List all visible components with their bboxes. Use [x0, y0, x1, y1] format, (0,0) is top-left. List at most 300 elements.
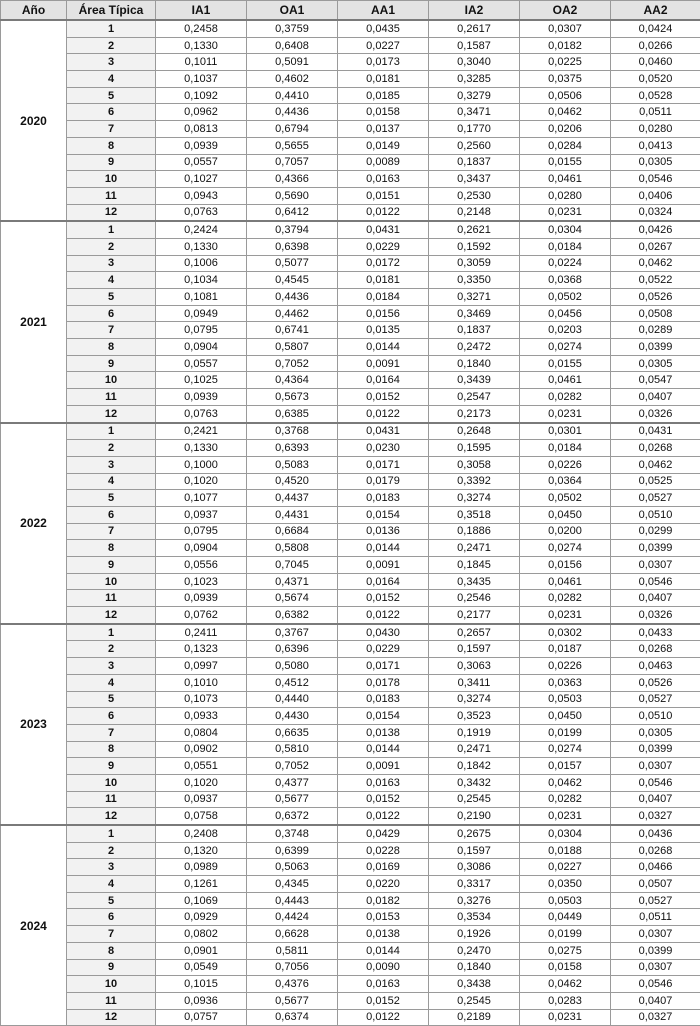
aa2-cell: 0,0305 [611, 154, 700, 171]
aa1-cell: 0,0122 [338, 1009, 429, 1026]
area-cell: 3 [67, 54, 156, 71]
ia1-cell: 0,1330 [156, 37, 247, 54]
area-cell: 3 [67, 456, 156, 473]
table-row [1, 624, 700, 641]
ia1-cell: 0,0795 [156, 523, 247, 540]
ia2-cell: 0,2675 [429, 825, 520, 842]
oa1-cell: 0,6385 [247, 405, 338, 422]
area-cell: 7 [67, 523, 156, 540]
aa1-cell: 0,0091 [338, 355, 429, 372]
year-cell: 2024 [1, 825, 67, 1026]
ia2-cell: 0,2621 [429, 221, 520, 238]
ia2-cell: 0,2560 [429, 137, 520, 154]
oa2-cell: 0,0199 [520, 926, 611, 943]
oa2-cell: 0,0462 [520, 976, 611, 993]
table-row [1, 724, 700, 741]
table-row [1, 204, 700, 221]
oa2-cell: 0,0363 [520, 674, 611, 691]
area-cell: 7 [67, 926, 156, 943]
aa1-cell: 0,0152 [338, 389, 429, 406]
table-row [1, 808, 700, 825]
aa2-cell: 0,0510 [611, 708, 700, 725]
ia1-cell: 0,0758 [156, 808, 247, 825]
ia2-cell: 0,2530 [429, 187, 520, 204]
header-area: Área Típica [67, 1, 156, 21]
oa2-cell: 0,0155 [520, 355, 611, 372]
area-cell: 10 [67, 774, 156, 791]
oa2-cell: 0,0502 [520, 289, 611, 306]
table-row [1, 121, 700, 138]
ia1-cell: 0,0933 [156, 708, 247, 725]
area-cell: 10 [67, 171, 156, 188]
oa2-cell: 0,0456 [520, 305, 611, 322]
oa2-cell: 0,0283 [520, 992, 611, 1009]
ia1-cell: 0,2424 [156, 221, 247, 238]
aa1-cell: 0,0429 [338, 825, 429, 842]
area-cell: 1 [67, 221, 156, 238]
oa2-cell: 0,0304 [520, 221, 611, 238]
table-row [1, 1009, 700, 1026]
ia2-cell: 0,3435 [429, 573, 520, 590]
header-oa2: OA2 [520, 1, 611, 21]
oa2-cell: 0,0184 [520, 440, 611, 457]
oa1-cell: 0,4431 [247, 506, 338, 523]
oa2-cell: 0,0506 [520, 87, 611, 104]
oa1-cell: 0,5677 [247, 992, 338, 1009]
oa1-cell: 0,3794 [247, 221, 338, 238]
ia1-cell: 0,2458 [156, 20, 247, 37]
aa2-cell: 0,0510 [611, 506, 700, 523]
area-cell: 2 [67, 238, 156, 255]
aa2-cell: 0,0436 [611, 825, 700, 842]
oa2-cell: 0,0304 [520, 825, 611, 842]
table-row [1, 423, 700, 440]
ia2-cell: 0,2545 [429, 992, 520, 1009]
ia2-cell: 0,3438 [429, 976, 520, 993]
aa1-cell: 0,0152 [338, 791, 429, 808]
aa2-cell: 0,0327 [611, 808, 700, 825]
header-aa2: AA2 [611, 1, 700, 21]
area-cell: 1 [67, 20, 156, 37]
aa1-cell: 0,0138 [338, 926, 429, 943]
oa1-cell: 0,5655 [247, 137, 338, 154]
aa1-cell: 0,0169 [338, 859, 429, 876]
aa2-cell: 0,0546 [611, 976, 700, 993]
table-row [1, 104, 700, 121]
ia1-cell: 0,1006 [156, 255, 247, 272]
table-header [1, 1, 700, 21]
aa1-cell: 0,0122 [338, 405, 429, 422]
aa2-cell: 0,0463 [611, 658, 700, 675]
table-row [1, 171, 700, 188]
table-row [1, 305, 700, 322]
aa2-cell: 0,0407 [611, 389, 700, 406]
area-cell: 1 [67, 423, 156, 440]
table-row [1, 523, 700, 540]
ia1-cell: 0,2408 [156, 825, 247, 842]
ia2-cell: 0,3274 [429, 490, 520, 507]
area-cell: 4 [67, 876, 156, 893]
ia1-cell: 0,1011 [156, 54, 247, 71]
oa2-cell: 0,0274 [520, 540, 611, 557]
oa2-cell: 0,0231 [520, 808, 611, 825]
area-cell: 5 [67, 892, 156, 909]
area-cell: 10 [67, 976, 156, 993]
aa1-cell: 0,0230 [338, 440, 429, 457]
oa1-cell: 0,5077 [247, 255, 338, 272]
ia2-cell: 0,3285 [429, 71, 520, 88]
area-cell: 3 [67, 658, 156, 675]
aa2-cell: 0,0527 [611, 691, 700, 708]
aa2-cell: 0,0511 [611, 909, 700, 926]
ia1-cell: 0,0549 [156, 959, 247, 976]
aa1-cell: 0,0181 [338, 71, 429, 88]
aa1-cell: 0,0151 [338, 187, 429, 204]
oa2-cell: 0,0231 [520, 607, 611, 624]
oa2-cell: 0,0231 [520, 1009, 611, 1026]
ia1-cell: 0,1027 [156, 171, 247, 188]
oa1-cell: 0,4443 [247, 892, 338, 909]
oa2-cell: 0,0282 [520, 389, 611, 406]
ia1-cell: 0,1023 [156, 573, 247, 590]
ia2-cell: 0,1840 [429, 355, 520, 372]
aa1-cell: 0,0163 [338, 774, 429, 791]
ia1-cell: 0,1020 [156, 473, 247, 490]
oa1-cell: 0,4410 [247, 87, 338, 104]
table-row [1, 187, 700, 204]
ia2-cell: 0,1926 [429, 926, 520, 943]
aa1-cell: 0,0158 [338, 104, 429, 121]
aa1-cell: 0,0182 [338, 892, 429, 909]
oa2-cell: 0,0226 [520, 658, 611, 675]
aa1-cell: 0,0430 [338, 624, 429, 641]
table-row [1, 272, 700, 289]
aa2-cell: 0,0546 [611, 573, 700, 590]
table-row [1, 322, 700, 339]
oa2-cell: 0,0184 [520, 238, 611, 255]
oa1-cell: 0,6684 [247, 523, 338, 540]
oa2-cell: 0,0203 [520, 322, 611, 339]
aa2-cell: 0,0507 [611, 876, 700, 893]
ia1-cell: 0,1330 [156, 238, 247, 255]
aa2-cell: 0,0462 [611, 456, 700, 473]
area-cell: 3 [67, 255, 156, 272]
ia1-cell: 0,1330 [156, 440, 247, 457]
oa1-cell: 0,4437 [247, 490, 338, 507]
oa1-cell: 0,5083 [247, 456, 338, 473]
aa2-cell: 0,0267 [611, 238, 700, 255]
ia1-cell: 0,0962 [156, 104, 247, 121]
header-row [1, 1, 700, 21]
aa1-cell: 0,0152 [338, 590, 429, 607]
ia1-cell: 0,1081 [156, 289, 247, 306]
aa2-cell: 0,0324 [611, 204, 700, 221]
aa2-cell: 0,0547 [611, 372, 700, 389]
table-row [1, 892, 700, 909]
ia1-cell: 0,0763 [156, 204, 247, 221]
table-row [1, 842, 700, 859]
oa2-cell: 0,0461 [520, 372, 611, 389]
area-cell: 11 [67, 187, 156, 204]
table-row [1, 557, 700, 574]
table-row [1, 87, 700, 104]
aa1-cell: 0,0172 [338, 255, 429, 272]
aa2-cell: 0,0466 [611, 859, 700, 876]
table-row [1, 607, 700, 624]
table-row [1, 691, 700, 708]
oa2-cell: 0,0368 [520, 272, 611, 289]
aa1-cell: 0,0152 [338, 992, 429, 1009]
ia1-cell: 0,0802 [156, 926, 247, 943]
aa2-cell: 0,0407 [611, 791, 700, 808]
ia2-cell: 0,2189 [429, 1009, 520, 1026]
ia2-cell: 0,2190 [429, 808, 520, 825]
area-cell: 12 [67, 808, 156, 825]
aa1-cell: 0,0181 [338, 272, 429, 289]
oa1-cell: 0,7057 [247, 154, 338, 171]
year-cell: 2023 [1, 624, 67, 825]
oa1-cell: 0,7045 [247, 557, 338, 574]
aa2-cell: 0,0268 [611, 641, 700, 658]
area-cell: 4 [67, 473, 156, 490]
ia2-cell: 0,1770 [429, 121, 520, 138]
ia2-cell: 0,3534 [429, 909, 520, 926]
aa2-cell: 0,0426 [611, 221, 700, 238]
ia1-cell: 0,0997 [156, 658, 247, 675]
oa2-cell: 0,0182 [520, 37, 611, 54]
ia1-cell: 0,0556 [156, 557, 247, 574]
oa1-cell: 0,4602 [247, 71, 338, 88]
area-cell: 2 [67, 37, 156, 54]
ia1-cell: 0,0937 [156, 791, 247, 808]
oa1-cell: 0,5673 [247, 389, 338, 406]
aa1-cell: 0,0183 [338, 691, 429, 708]
aa1-cell: 0,0163 [338, 976, 429, 993]
aa2-cell: 0,0407 [611, 992, 700, 1009]
area-cell: 6 [67, 708, 156, 725]
ia1-cell: 0,0939 [156, 137, 247, 154]
area-cell: 8 [67, 339, 156, 356]
table-row [1, 456, 700, 473]
table-row [1, 859, 700, 876]
aa1-cell: 0,0164 [338, 573, 429, 590]
table-row [1, 440, 700, 457]
ia2-cell: 0,1886 [429, 523, 520, 540]
oa2-cell: 0,0307 [520, 20, 611, 37]
ia1-cell: 0,1034 [156, 272, 247, 289]
ia1-cell: 0,1020 [156, 774, 247, 791]
ia2-cell: 0,2470 [429, 942, 520, 959]
ia1-cell: 0,0813 [156, 121, 247, 138]
ia2-cell: 0,2545 [429, 791, 520, 808]
oa2-cell: 0,0158 [520, 959, 611, 976]
table-row [1, 791, 700, 808]
oa2-cell: 0,0282 [520, 791, 611, 808]
oa1-cell: 0,5063 [247, 859, 338, 876]
ia1-cell: 0,0937 [156, 506, 247, 523]
oa2-cell: 0,0462 [520, 104, 611, 121]
aa2-cell: 0,0280 [611, 121, 700, 138]
area-cell: 5 [67, 490, 156, 507]
aa1-cell: 0,0171 [338, 658, 429, 675]
oa1-cell: 0,4371 [247, 573, 338, 590]
aa2-cell: 0,0399 [611, 339, 700, 356]
ia2-cell: 0,3350 [429, 272, 520, 289]
area-cell: 8 [67, 540, 156, 557]
aa1-cell: 0,0091 [338, 758, 429, 775]
area-cell: 9 [67, 557, 156, 574]
aa1-cell: 0,0184 [338, 289, 429, 306]
aa1-cell: 0,0431 [338, 423, 429, 440]
ia2-cell: 0,2173 [429, 405, 520, 422]
ia2-cell: 0,2617 [429, 20, 520, 37]
oa1-cell: 0,5674 [247, 590, 338, 607]
aa2-cell: 0,0511 [611, 104, 700, 121]
aa1-cell: 0,0144 [338, 942, 429, 959]
oa1-cell: 0,5807 [247, 339, 338, 356]
oa2-cell: 0,0274 [520, 339, 611, 356]
aa1-cell: 0,0153 [338, 909, 429, 926]
aa2-cell: 0,0546 [611, 774, 700, 791]
area-cell: 6 [67, 506, 156, 523]
oa2-cell: 0,0350 [520, 876, 611, 893]
ia2-cell: 0,2472 [429, 339, 520, 356]
oa2-cell: 0,0375 [520, 71, 611, 88]
aa2-cell: 0,0527 [611, 892, 700, 909]
oa1-cell: 0,3767 [247, 624, 338, 641]
ia1-cell: 0,1015 [156, 976, 247, 993]
aa1-cell: 0,0183 [338, 490, 429, 507]
area-cell: 5 [67, 691, 156, 708]
table-row [1, 590, 700, 607]
table-row [1, 137, 700, 154]
ia2-cell: 0,1842 [429, 758, 520, 775]
ia2-cell: 0,1919 [429, 724, 520, 741]
oa1-cell: 0,4430 [247, 708, 338, 725]
ia1-cell: 0,1069 [156, 892, 247, 909]
ia2-cell: 0,3411 [429, 674, 520, 691]
area-cell: 12 [67, 607, 156, 624]
oa1-cell: 0,6635 [247, 724, 338, 741]
aa1-cell: 0,0144 [338, 540, 429, 557]
oa1-cell: 0,4345 [247, 876, 338, 893]
ia2-cell: 0,3518 [429, 506, 520, 523]
oa2-cell: 0,0187 [520, 641, 611, 658]
oa1-cell: 0,4545 [247, 272, 338, 289]
oa2-cell: 0,0461 [520, 171, 611, 188]
table-row [1, 221, 700, 238]
ia1-cell: 0,0557 [156, 154, 247, 171]
aa1-cell: 0,0156 [338, 305, 429, 322]
ia2-cell: 0,3432 [429, 774, 520, 791]
oa1-cell: 0,4440 [247, 691, 338, 708]
ia2-cell: 0,1587 [429, 37, 520, 54]
oa1-cell: 0,7052 [247, 758, 338, 775]
ia2-cell: 0,3392 [429, 473, 520, 490]
oa1-cell: 0,5810 [247, 741, 338, 758]
area-cell: 11 [67, 992, 156, 1009]
table-row [1, 405, 700, 422]
oa1-cell: 0,4436 [247, 289, 338, 306]
ia2-cell: 0,3471 [429, 104, 520, 121]
oa1-cell: 0,7052 [247, 355, 338, 372]
oa1-cell: 0,3759 [247, 20, 338, 37]
aa1-cell: 0,0229 [338, 238, 429, 255]
aa1-cell: 0,0091 [338, 557, 429, 574]
oa2-cell: 0,0156 [520, 557, 611, 574]
oa1-cell: 0,5811 [247, 942, 338, 959]
table-row [1, 641, 700, 658]
area-cell: 12 [67, 1009, 156, 1026]
ia1-cell: 0,1037 [156, 71, 247, 88]
table-row [1, 825, 700, 842]
ia2-cell: 0,3523 [429, 708, 520, 725]
oa1-cell: 0,6393 [247, 440, 338, 457]
ia1-cell: 0,2411 [156, 624, 247, 641]
area-cell: 9 [67, 355, 156, 372]
ia2-cell: 0,2547 [429, 389, 520, 406]
aa1-cell: 0,0228 [338, 842, 429, 859]
aa1-cell: 0,0149 [338, 137, 429, 154]
ia2-cell: 0,1597 [429, 842, 520, 859]
header-ia1: IA1 [156, 1, 247, 21]
aa2-cell: 0,0326 [611, 405, 700, 422]
aa2-cell: 0,0307 [611, 758, 700, 775]
oa1-cell: 0,4377 [247, 774, 338, 791]
oa2-cell: 0,0503 [520, 691, 611, 708]
area-cell: 9 [67, 154, 156, 171]
oa2-cell: 0,0503 [520, 892, 611, 909]
oa2-cell: 0,0280 [520, 187, 611, 204]
area-cell: 4 [67, 272, 156, 289]
area-cell: 2 [67, 440, 156, 457]
year-cell: 2020 [1, 20, 67, 221]
oa1-cell: 0,3768 [247, 423, 338, 440]
area-cell: 5 [67, 289, 156, 306]
aa2-cell: 0,0431 [611, 423, 700, 440]
oa1-cell: 0,7056 [247, 959, 338, 976]
oa1-cell: 0,4376 [247, 976, 338, 993]
area-cell: 6 [67, 909, 156, 926]
aa1-cell: 0,0431 [338, 221, 429, 238]
ia2-cell: 0,1845 [429, 557, 520, 574]
oa1-cell: 0,4424 [247, 909, 338, 926]
oa2-cell: 0,0231 [520, 405, 611, 422]
oa1-cell: 0,4364 [247, 372, 338, 389]
aa2-cell: 0,0268 [611, 440, 700, 457]
ia2-cell: 0,3271 [429, 289, 520, 306]
oa2-cell: 0,0226 [520, 456, 611, 473]
oa2-cell: 0,0275 [520, 942, 611, 959]
ia2-cell: 0,1592 [429, 238, 520, 255]
aa2-cell: 0,0413 [611, 137, 700, 154]
aa1-cell: 0,0090 [338, 959, 429, 976]
aa2-cell: 0,0305 [611, 724, 700, 741]
table-row [1, 573, 700, 590]
ia2-cell: 0,2177 [429, 607, 520, 624]
table-row [1, 339, 700, 356]
table-row [1, 389, 700, 406]
table-row [1, 708, 700, 725]
table-row [1, 355, 700, 372]
ia2-cell: 0,3063 [429, 658, 520, 675]
aa2-cell: 0,0424 [611, 20, 700, 37]
aa1-cell: 0,0144 [338, 339, 429, 356]
aa1-cell: 0,0144 [338, 741, 429, 758]
ia1-cell: 0,1261 [156, 876, 247, 893]
ia2-cell: 0,2148 [429, 204, 520, 221]
oa2-cell: 0,0364 [520, 473, 611, 490]
